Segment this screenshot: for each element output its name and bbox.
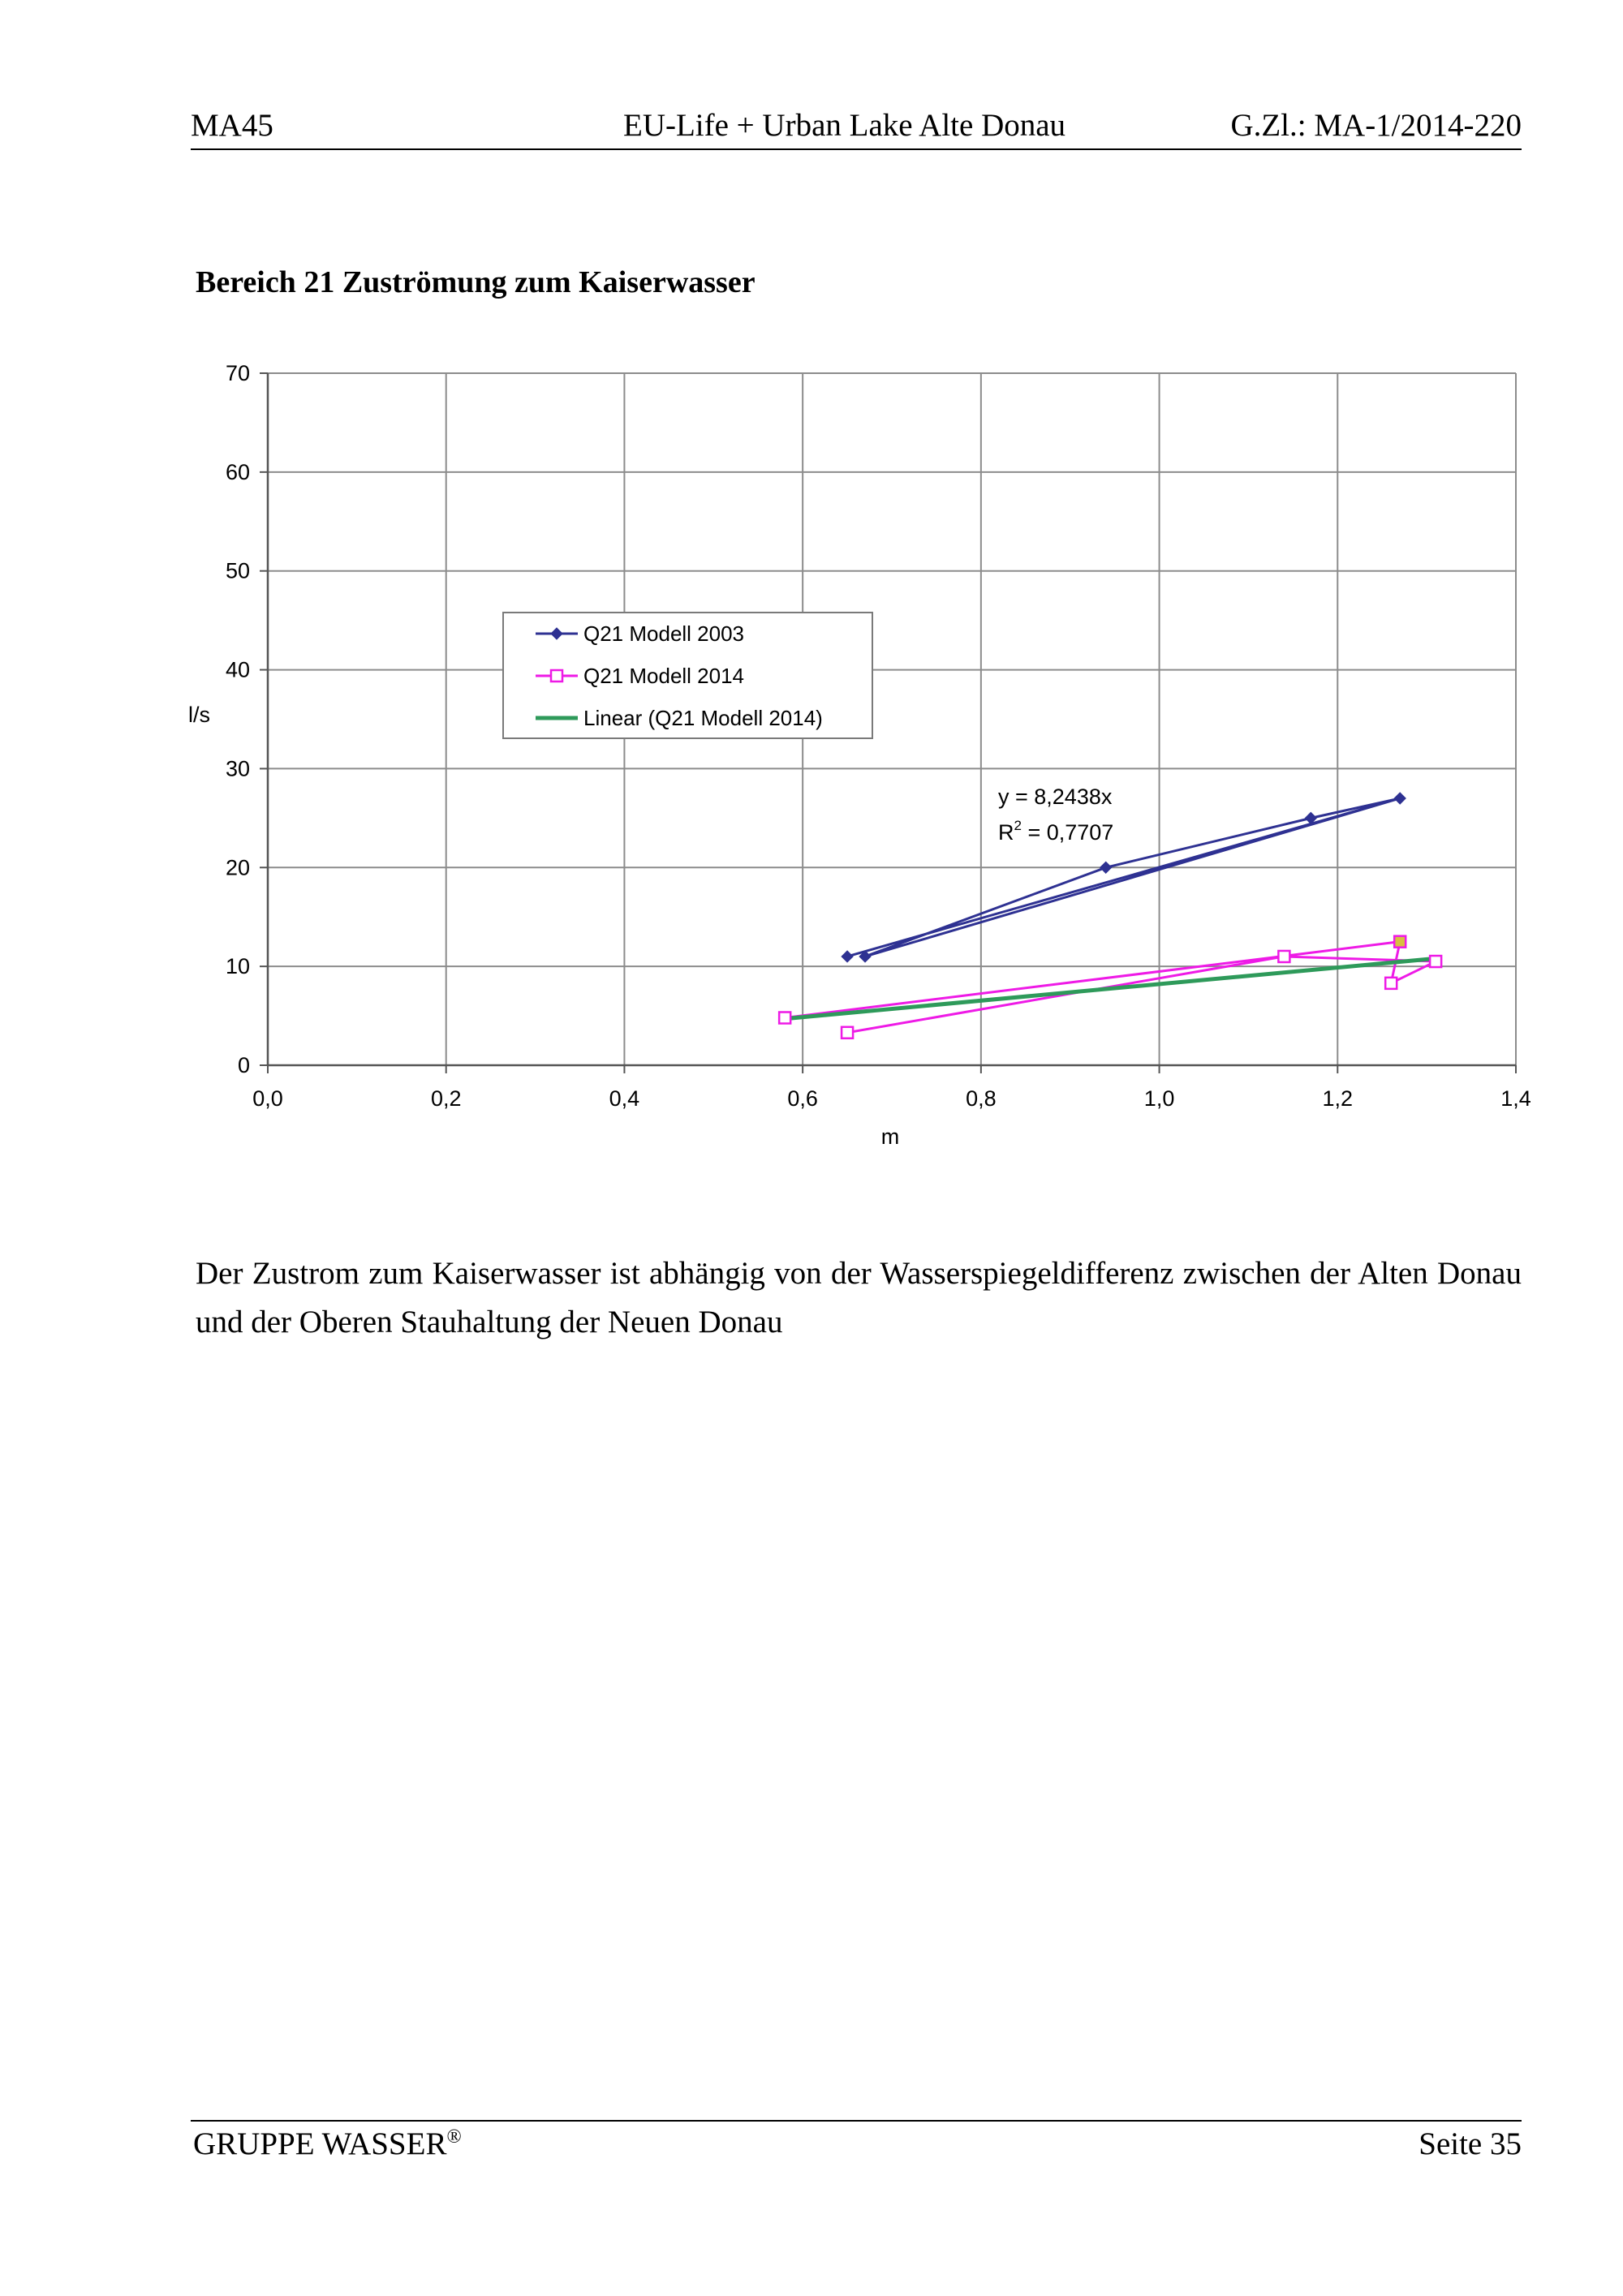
y-tick-label: 70 <box>225 361 250 385</box>
series-2014-point <box>1385 978 1397 989</box>
footer-rule <box>191 2120 1522 2122</box>
y-tick-label: 60 <box>225 459 250 484</box>
footer-page-number: Seite 35 <box>1419 2126 1522 2161</box>
series-2003-point <box>842 951 853 962</box>
y-tick-label: 0 <box>237 1053 250 1077</box>
series-2003-point <box>1100 862 1112 873</box>
x-axis-label: m <box>880 1124 900 1149</box>
legend-label-2003: Q21 Modell 2003 <box>583 621 745 646</box>
x-tick-label: 1,4 <box>1500 1086 1531 1111</box>
x-tick-label: 0,2 <box>430 1086 462 1111</box>
x-tick-label: 1,2 <box>1322 1086 1354 1111</box>
chart-grid <box>268 373 1516 1065</box>
chart-tick-labels <box>226 361 1531 1111</box>
r2-superscript: 2 <box>1014 818 1022 833</box>
x-tick-label: 0,8 <box>966 1086 997 1111</box>
registered-mark: ® <box>446 2126 462 2148</box>
header-right: G.Zl.: MA-1/2014-220 <box>1230 108 1522 143</box>
regression-r2 <box>998 818 1113 845</box>
header-left: MA45 <box>191 108 273 143</box>
legend-marker-2014 <box>551 670 562 681</box>
section-heading: Bereich 21 Zuströmung zum Kaiserwasser <box>196 265 756 299</box>
legend-label-2014: Q21 Modell 2014 <box>583 664 745 688</box>
header-center: EU-Life + Urban Lake Alte Donau <box>623 108 1066 143</box>
y-axis-label: l/s <box>188 703 210 727</box>
footer-company: GRUPPE WASSER <box>193 2126 447 2161</box>
y-tick-label: 40 <box>225 657 250 682</box>
series-2014-point <box>1430 956 1441 967</box>
footer-left <box>193 2126 462 2163</box>
body-paragraph: Der Zustrom zum Kaiserwasser ist abhängig von der Wasserspiegeldifferenz zwischen der Alten Donau und der Oberen Stauhaltung der Neuen Donau <box>196 1256 1522 1339</box>
x-tick-label: 1,0 <box>1143 1086 1175 1111</box>
regression-equation: y = 8,2438x <box>998 785 1113 809</box>
y-tick-label: 10 <box>225 954 250 979</box>
chart-legend <box>503 613 872 738</box>
series-2014-point <box>1278 951 1289 962</box>
x-tick-label: 0,0 <box>252 1086 283 1111</box>
x-tick-label: 0,6 <box>787 1086 818 1111</box>
series-2014-point <box>842 1027 853 1038</box>
r2-value: = 0,7707 <box>1021 820 1114 845</box>
series-2003-point <box>1394 793 1406 804</box>
legend-label-linear: Linear (Q21 Modell 2014) <box>583 706 823 730</box>
y-tick-label: 50 <box>225 558 250 583</box>
series-2003-line <box>847 798 1400 957</box>
y-tick-label: 30 <box>225 756 250 781</box>
r2-prefix: R <box>998 820 1014 845</box>
series-2014-point <box>1394 936 1406 948</box>
series-2014-point <box>779 1013 790 1024</box>
x-tick-label: 0,4 <box>609 1086 640 1111</box>
y-tick-label: 20 <box>225 855 250 880</box>
